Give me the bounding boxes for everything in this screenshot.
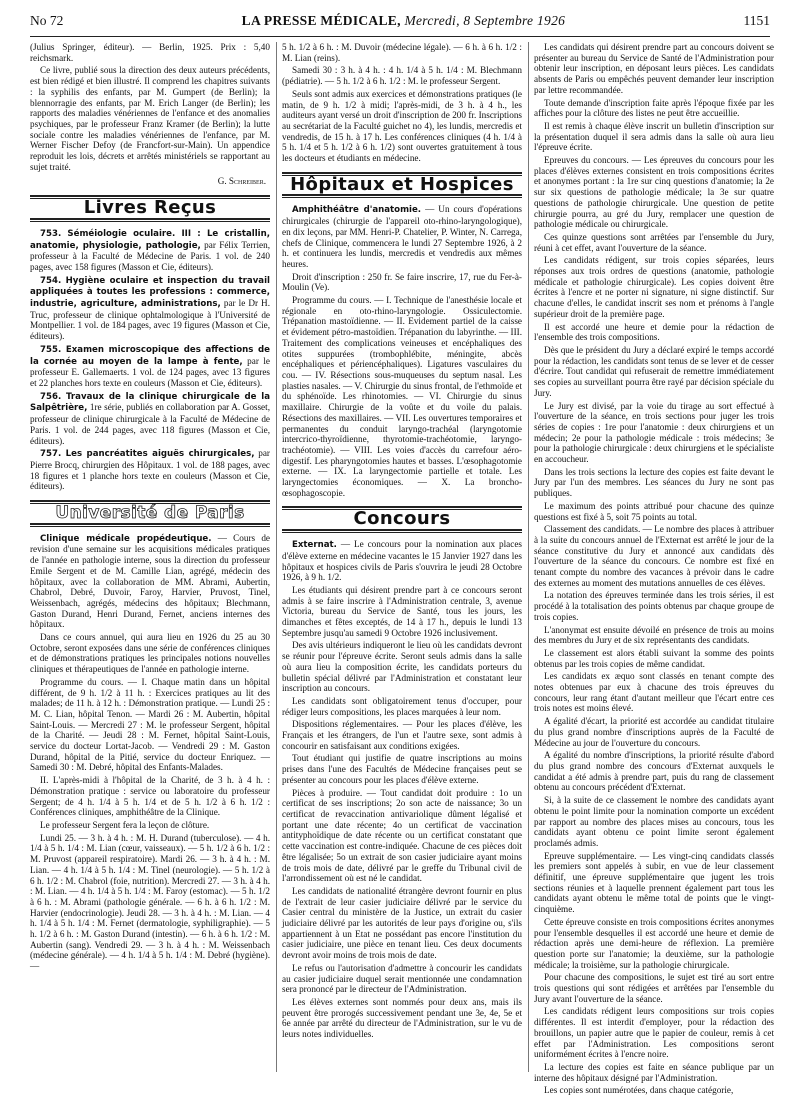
text-paragraph: Cette épreuve consiste en trois compositions écrites anonymes pour l'ensemble desquelles il est accordé une heure et demie de rédaction après une demi-heure de réflexion. La première question porte sur l'anatomie; la deuxième, sur la pathologie médicale; la troisième, sur la pathologie chirurgicale.	[534, 916, 774, 970]
column-2	[282, 42, 522, 1072]
book-entry: 755. Examen microscopique des affections de la cornée au moyen de la lampe à fente, par le professeur E. Gallemaerts. 1 vol. de 124 pages, avec 13 figures et 22 planches hors texte en couleurs (Masson et Cie, éditeurs).	[30, 344, 270, 388]
programme-paragraph: II. L'après-midi à l'hôpital de la Charité, de 3 h. à 4 h. : Démonstration pratique : service ou laboratoire du professeur Sergent; de 4 h. 1/4 à 5 h. 1/4 et de 5 h. 1/2 à 6 h. 1/2 : Conférences cliniques, amphithéâtre de la Clinique.	[30, 775, 270, 818]
externat-paragraph: Externat. — Le concours pour la nomination aux places d'élève externe en médecine vacantes le 15 Janvier 1927 dans les hôpitaux et hospices civils de Paris s'ouvrira le jeudi 28 Octobre 1926, à 9 h. 1/2.	[282, 539, 522, 583]
tenus-paragraph: Les candidats sont obligatoirement tenus d'occuper, pour rédiger leurs compositions, les places marquées à leur nom.	[282, 695, 522, 717]
page-number: No 72	[30, 13, 64, 28]
dispositions-paragraph: Dispositions réglementaires. — Pour les places d'élève, les Français et les étrangers, de l'un et l'autre sexe, sont admis à concourir en satisfaisant aux conditions exigées.	[282, 719, 522, 751]
programme-paragraph: Programme du cours. — I. Chaque matin dans un hôpital différent, de 9 h. 1/2 à 11 h. : Exercices pratiques au lit des malades; de 11 h. à 12 h. : Démonstration pratique. — Lundi 25 : M. C. Lian, hôpital Tenon. — Mardi 26 : M. Aubertin, hôpital Saint-Louis. — Mercredi 27 : M. le professeur Sergent, hôpital de la Charité. — Jeudi 28 : M. Fernet, hôpital Saint-Louis, service du docteur Lortat-Jacob. — Vendredi 29 : M. Gaston Durand, hôpital de la Pitié, service du docteur Enriquez. — Samedi 30 : M. Debré, hôpital des Enfants-Malades.	[30, 676, 270, 773]
journal-name: LA PRESSE MÉDICALE,	[241, 13, 401, 28]
etudiants-paragraph: Les étudiants qui désirent prendre part à ce concours seront admis à se faire inscrire à l'Administration centrale, 3, avenue Victoria, bureau du Service de Santé, tous les jours, les dimanches et fêtes exceptés, de 14 à 17 h., depuis le lundi 13 Septembre jusqu'au samedi 9 Octobre 1926 inclusivement.	[282, 584, 522, 638]
epreuve-supplementaire-paragraph: Epreuve supplémentaire. — Les vingt-cinq candidats classés les premiers sont appelés à subir, en vue de leur classement définitif, une épreuve supplémentaire que jugent les trois sections réunies et à laquelle prennent également part tous les candidats ayant obtenu le même total de points que le vingt-cinquième.	[534, 850, 774, 915]
programme-paragraph: Programme du cours. — I. Technique de l'anesthésie locale et régionale en oto-rhino-laryngologie. Ossiculectomie. Trépanation mastoïdienne. — II. Evidement partiel de la caisse et évidement pétro-mastoïdien. Trépanation du labyrinthe. — III. Traitement des complications veineuses et encéphaliques des otites suppurées (trombophlébite, méningite, abcès encéphaliques et périencéphaliques). Ligatures vasculaires du cou. — IV. Résections sous-muqueuses du septum nasal. Les plasties nasales. — V. Chirurgie du sinus frontal, de l'ethmoïde et du sphénoïde. Les rhinotomies. — VI. Chirurgie du sinus maxillaire. Chirurgie de la voûte et du voile du palais. Résections des maxillaires. — VII. Les ouvertures temporaires et permanentes du conduit laryngo-trachéal (laryngotomie intercrico-thyroïdienne, thyrotomie-trachéotomie, laryngo-trachéotomie). — VIII. Les voies d'accès du carrefour aéro-digestif. Les pharyngotomies hautes et basses. L'œsophagotomie externe. — IX. La laryngectomie partielle et totale. Les laryngectomies économiques. — X. La broncho-œsophagoscopie.	[282, 295, 522, 498]
pieces-paragraph: Pièces à produire. — Tout candidat doit produire : 1o un certificat de ses inscriptions; 2o son acte de naissance; 3o un certificat de revaccination antivariolique dûment légalisé et portant une date récente; 4o un certificat de vaccination antityphoïdique de date récente ou un certificat constatant que cette vaccination est contre-indiquée. Chacune de ces pièces doit être légalisée; 5o un extrait de son casier judiciaire ayant moins de trois mois de date, délivré par le greffe du Tribunal civil de l'arrondissement où est né le candidat.	[282, 787, 522, 884]
text-paragraph: Les copies sont numérotées, dans chaque catégorie,	[544, 1085, 734, 1096]
avis-paragraph: Des avis ultérieurs indiqueront le lieu où les candidats devront se réunir pour l'épreuve écrite. Seront seuls admis dans la salle où aura lieu la composition écrite, les candidats porteurs du bulletin spécial délivré par l'Administration et constatant leur inscription au concours.	[282, 640, 522, 694]
clinique-paragraph: Clinique médicale propédeutique. — Cours de revision d'une semaine sur les acquisitions médicales pratiques de l'année en pathologie interne, sous la direction du professeur Emile Sergent et de M. Camille Lian, agrégé, médecin des hôpitaux, avec la collaboration de MM. Abrami, Aubertin, Chabrol, Debré, Duvoir, Faroy, Harvier, Pruvost, Tinel, Weissenbach, agrégés, médecins des hôpitaux; Blechmann, Gaston Durand, Henri Durand, Fernet, anciens internes des hôpitaux.	[30, 532, 270, 630]
issue-date: Mercredi, 8 Septembre 1926	[404, 13, 566, 28]
column-1	[30, 42, 270, 1072]
column-divider	[528, 42, 529, 1072]
concours-section-header	[282, 506, 522, 533]
livres-section-header	[30, 195, 270, 222]
refus-paragraph: Le refus ou l'autorisation d'admettre à concourir les candidats au casier judiciaire duquel serait mentionnée une condamnation sera prononcé par le directeur de l'Administration.	[282, 962, 522, 995]
text-paragraph: A égalité du nombre d'inscriptions, la priorité résulte d'abord du plus grand nombre des concours d'Externat auxquels le candidat a été admis à prendre part, puis du rang de classement obtenu au concours précédent d'Externat.	[534, 750, 774, 793]
classement-paragraph: Classement des candidats. — Le nombre des places à attribuer à la suite du concours annuel de l'Externat est arrêté le jour de la séance constitutive du Jury et annoncé aux candidats dès l'ouverture de la séance du concours. Ce nombre est fixé en tenant compte du nombre des vacances à prévoir dans le cadre des externes au moment des mutations annuelles de ces élèves.	[534, 524, 774, 588]
book-entry: 753. Séméiologie oculaire. III : Le cristallin, anatomie, physiologie, pathologie, par Félix Terrien, professeur à la Faculté de Médecine de Paris. 1 vol. de 240 pages, avec 158 figures (Masson et Cie, éditeurs).	[30, 228, 271, 272]
hopitaux-title: Hôpitaux et Hospices	[290, 173, 514, 195]
text-paragraph: Il est accordé une heure et demie pour la rédaction de l'ensemble des trois compositions.	[534, 321, 774, 343]
column-divider	[276, 42, 277, 1072]
schedule-paragraph: Lundi 25. — 3 h. à 4 h. : M. H. Durand (tuberculose). — 4 h. 1/4 à 5 h. 1/4 : M. Lian (cœur, vaisseaux). — 5 h. 1/2 à 6 h. 1/2 : M. Pruvost (appareil respiratoire). Mardi 26. — 3 h. à 4 h. : M. Lian. — 4 h. 1/4 à 5 h. 1/4 : M. Tinel (neurologie). — 5 h. 1/2 à 6 h. 1/2 : M. Chabrol (foie, nutrition). Mercredi 27. — 3 h. à 4 h. : M. Lian. — 4 h. 1/4 à 5 h. 1/4 : M. Faroy (estomac). — 5 h. 1/2 à 6 h. : M. Abrami (pathologie générale. — 6 h. à 6 h. 1/2 : M. Harvier (endocrinologie). Jeudi 28. — 3 h. à 4 h. : M. Lian. — 4 h. 1/4 à 5 h. 1/4 : M. Fernet (dermatologie, syphiligraphie). — 5 h. 1/2 à 6 h. : M. Gaston Durand (intestin). — 6 h. à 6 h. 1/2 : M. Aubertin (sang). Vendredi 29. — 3 h. à 4 h. : M. Weissenbach (médecine générale). — 4 h. 1/4 à 5 h. 1/4 : M. Debré (hygiène). —	[30, 832, 270, 972]
hopitaux-section-header	[282, 172, 522, 199]
text-paragraph: Les candidats rédigent, sur trois copies séparées, leurs réponses aux trois ordres de questions (anatomie, pathologie médicale et pathologie chirurgicale). Les copies doivent être écrites à l'encre et ne porter ni signature, ni signe distinctif. Sur chacune d'elles, le candidat inscrit ses nom et prénoms à l'angle supérieur droit de la première page.	[534, 255, 774, 319]
text-paragraph: L'anonymat est ensuite dévoilé en présence de trois au moins des membres du Jury et de six représentants des candidats.	[534, 624, 774, 646]
universite-title: Université de Paris	[55, 503, 245, 524]
text-paragraph: Les candidats ex æquo sont classés en tenant compte des notes obtenues par eux à chacune des trois épreuves du concours, leur rang étant d'autant meilleur que l'écart entre ces trois notes est moins élevé.	[534, 671, 774, 714]
text-paragraph: Le classement est alors établi suivant la somme des points obtenus par les trois copies de même candidat.	[534, 647, 774, 669]
book-entry: 756. Travaux de la clinique chirurgicale de la Salpêtrière, 1re série, publiés en collaboration par A. Gosset, professeur de clinique chirurgicale à la Faculté de Médecine de Paris. 1 vol. de 244 pages, avec 118 figures (Masson et Cie, éditeurs).	[30, 391, 270, 446]
livres-title: Livres Reçus	[83, 197, 217, 219]
samedi-paragraph: Samedi 30 : 3 h. à 4 h. : 4 h. 1/4 à 5 h. 1/4 : M. Blechmann (pédiatrie). — 5 h. 1/2 à 6 h. 1/2 : M. le professeur Sergent.	[282, 65, 522, 87]
text-paragraph: Dans les trois sections la lecture des copies est faite devant le Jury par l'un des membres. Les séances du Jury ne sont pas publiques.	[534, 466, 774, 499]
book-entry: 754. Hygiène oculaire et inspection du travail appliquées à toutes les professions : commerce, industrie, agriculture, administrations, par le Dr H. Truc, professeur de clinique ophtalmologique à l'Université de Montpellier. 1 vol. de 184 pages, avec 19 figures (Masson et Cie, éditeurs).	[30, 275, 270, 342]
book-entry: 757. Les pancréatites aiguës chirurgicales, par Pierre Brocq, chirurgien des Hôpitaux. 1 vol. de 188 pages, avec 18 figures et 1 planche hors texte en couleurs (Masson et Cie, éditeurs).	[30, 448, 270, 492]
text-paragraph: Dès que le président du Jury a déclaré expiré le temps accordé pour la rédaction, les candidats sont tenus de se lever et de cesser d'écrire. Tout candidat qui refuserait de remettre immédiatement ses copies au surveillant pourra être rayé par décision spéciale du Jury.	[534, 344, 774, 398]
droit-paragraph: Droit d'inscription : 250 fr. Se faire inscrire, 17, rue du Fer-à-Moulin (Ve).	[282, 271, 522, 293]
cours-paragraph: Dans ce cours annuel, qui aura lieu en 1926 du 25 au 30 Octobre, seront exposées dans une série de conférences cliniques et de démonstrations pratiques les principales notions nouvelles cliniques et thérapeutiques de l'année en pathologie interne.	[30, 632, 270, 675]
text-paragraph: Le maximum des points attribué pour chacune des quinze questions est fixé à 5, soit 75 points au total.	[534, 500, 774, 522]
concours-title: Concours	[353, 508, 451, 530]
header-rule	[30, 36, 770, 37]
column-3	[534, 42, 774, 1096]
universite-section-header	[30, 500, 270, 527]
text-paragraph: A égalité d'écart, la priorité est accordée au candidat titulaire du plus grand nombre d'inscriptions auprès de la Faculté de Médecine au jour de l'ouverture du concours.	[534, 716, 774, 748]
text-paragraph: Toute demande d'inscription faite après l'époque fixée par les affiches pour la clôture des listes ne peut être accueillie.	[534, 97, 774, 119]
justifier-paragraph: Tout étudiant qui justifie de quatre inscriptions au moins prises dans l'une des Facultés de Médecine françaises peut se présenter au concours pour les places d'élève externe.	[282, 753, 522, 785]
text-paragraph: La lecture des copies est faite en séance publique par un interne des hôpitaux désigné par l'Administration.	[534, 1061, 774, 1083]
page-header	[30, 8, 770, 34]
epreuves-paragraph: Epreuves du concours. — Les épreuves du concours pour les places d'élèves externes consistent en trois compositions écrites et anonymes portant : la 1re sur cinq questions d'anatomie; la 2e sur six questions de pathologie médicale; la 3e sur quatre questions de pathologie chirurgicale. Une question de petite chirurgie pourra, au gré du Jury, remplacer une question de pathologie médicale ou chirurgicale.	[534, 155, 774, 230]
text-paragraph: Les candidats qui désirent prendre part au concours doivent se présenter au bureau du Service de Santé de l'Administration pour obtenir leur inscription, en déposant leurs pièces. Les candidats absents de Paris ou empêchés peuvent demander leur inscription par lettre recommandée.	[534, 42, 774, 95]
review-signature: G. Schreiber.	[217, 176, 266, 187]
text-paragraph: Ces quinze questions sont arrêtées par l'ensemble du Jury, réuni à cet effet, avant l'ouverture de la séance.	[534, 231, 774, 253]
programme-paragraph: Le professeur Sergent fera la leçon de clôture.	[40, 820, 210, 830]
review-intro: (Julius Springer, éditeur). — Berlin, 1925. Prix : 5,40 reichsmark.	[30, 42, 270, 63]
review-body: Ce livre, publié sous la direction des deux auteurs précédents, est bien rédigé et bien illustré. Il comprend les chapitres suivants : la syphilis des enfants, par M. Gumpert (de Berlin); la blennorragie des enfants, par M. Erich Langer (de Berlin); les rapports des maladies vénériennes de l'enfance et des anomalies psychiques, par le professeur Franz Kramer (de Berlin); la lutte sociale contre les maladies vénériennes de l'enfance, par M. Werner Fischer Defoy (de Francfort-sur-Main). Un appendice reproduit les lois, décrets et arrêtés ministériels se rapportant au sujet traité.	[30, 65, 270, 172]
journal-title	[242, 13, 566, 29]
text-paragraph: Le Jury est divisé, par la voie du tirage au sort effectué à l'ouverture de la séance, en trois sections pour juger les trois séries de copies : 1re pour l'anatomie : deux chirurgiens et un médecin; 2e pour la pathologie médicale : trois médecins; 3e pour la pathologie chirurgicale : deux chirurgiens et le spécialiste en accoucheur.	[534, 400, 774, 465]
admission-paragraph: Seuls sont admis aux exercices et démonstrations pratiques (le matin, de 9 h. 1/2 à midi; l'après-midi, de 3 h. à 4 h., les auditeurs ayant versé un droit d'inscription de 200 fr. Inscriptions au secrétariat de la Faculté guichet no 4), les lundis, mercredis et vendredis, de 15 h. à 17 h. Les conférences cliniques (4 h. 1/4 à 5 h. 1/4 et 5 h. 1/2 à 6 h. 1/2) sont ouvertes gratuitement à tous les docteurs et étudiants en médecine.	[282, 88, 522, 164]
text-paragraph: Si, à la suite de ce classement le nombre des candidats ayant obtenu le point limite pour la nomination comporte un excédent par rapport au nombre des places mises au concours, tous les candidats ayant obtenu ce point limite seront également proclamés admis.	[534, 795, 774, 848]
amphitheatre-paragraph: Amphithéâtre d'anatomie. — Un cours d'opérations chirurgicales (chirurgie de l'appareil oto-rhino-laryngologique), en dix leçons, par MM. Henri-P. Chatelier, P. Winter, N. Carrega, chefs de Clinique, commencera le lundi 27 Septembre 1926, à 2 h. et continuera les lundis, mercredis et vendredis aux mêmes heures.	[282, 204, 522, 269]
schedule-continued: 5 h. 1/2 à 6 h. : M. Duvoir (médecine légale). — 6 h. à 6 h. 1/2 : M. Lian (reins).	[282, 42, 522, 63]
nationalite-paragraph: Les candidats de nationalité étrangère devront fournir en plus de l'extrait de leur casier judiciaire délivré par le service du Casier central du ministère de la Justice, un extrait du casier judiciaire délivré par les autorités de leur pays d'origine ou, s'ils appartiennent à un Etat ne possédant pas encore l'institution du casier judiciaire, une pièce en tenant lieu. Ces deux documents devront avoir moins de trois mois de date.	[282, 885, 522, 961]
eleves-paragraph: Les élèves externes sont nommés pour deux ans, mais ils peuvent être prorogés successivement pendant une 3e, 4e, 5e et 6e année par arrêté du directeur de l'Administration, sur le vu de leurs notes individuelles.	[282, 996, 522, 1040]
folio: 1151	[743, 13, 770, 28]
text-paragraph: La notation des épreuves terminée dans les trois séries, il est procédé à la totalisation des points obtenus par chaque groupe de trois copies.	[534, 590, 774, 622]
text-paragraph: Il est remis à chaque élève inscrit un bulletin d'inscription sur la présentation duquel il sera admis dans la salle où aura lieu l'épreuve écrite.	[534, 120, 774, 153]
text-paragraph: Pour chacune des compositions, le sujet est tiré au sort entre trois questions qui sont rédigées et arrêtées par l'ensemble du Jury avant l'ouverture de la séance.	[534, 972, 774, 1004]
text-paragraph: Les candidats rédigent leurs compositions sur trois copies différentes. Il est interdit d'employer, pour la rédaction des brouillons, un papier autre que le papier de couleur, remis à cet effet par l'Administration. Les compositions seront uniformément écrites à l'encre noire.	[534, 1006, 774, 1060]
